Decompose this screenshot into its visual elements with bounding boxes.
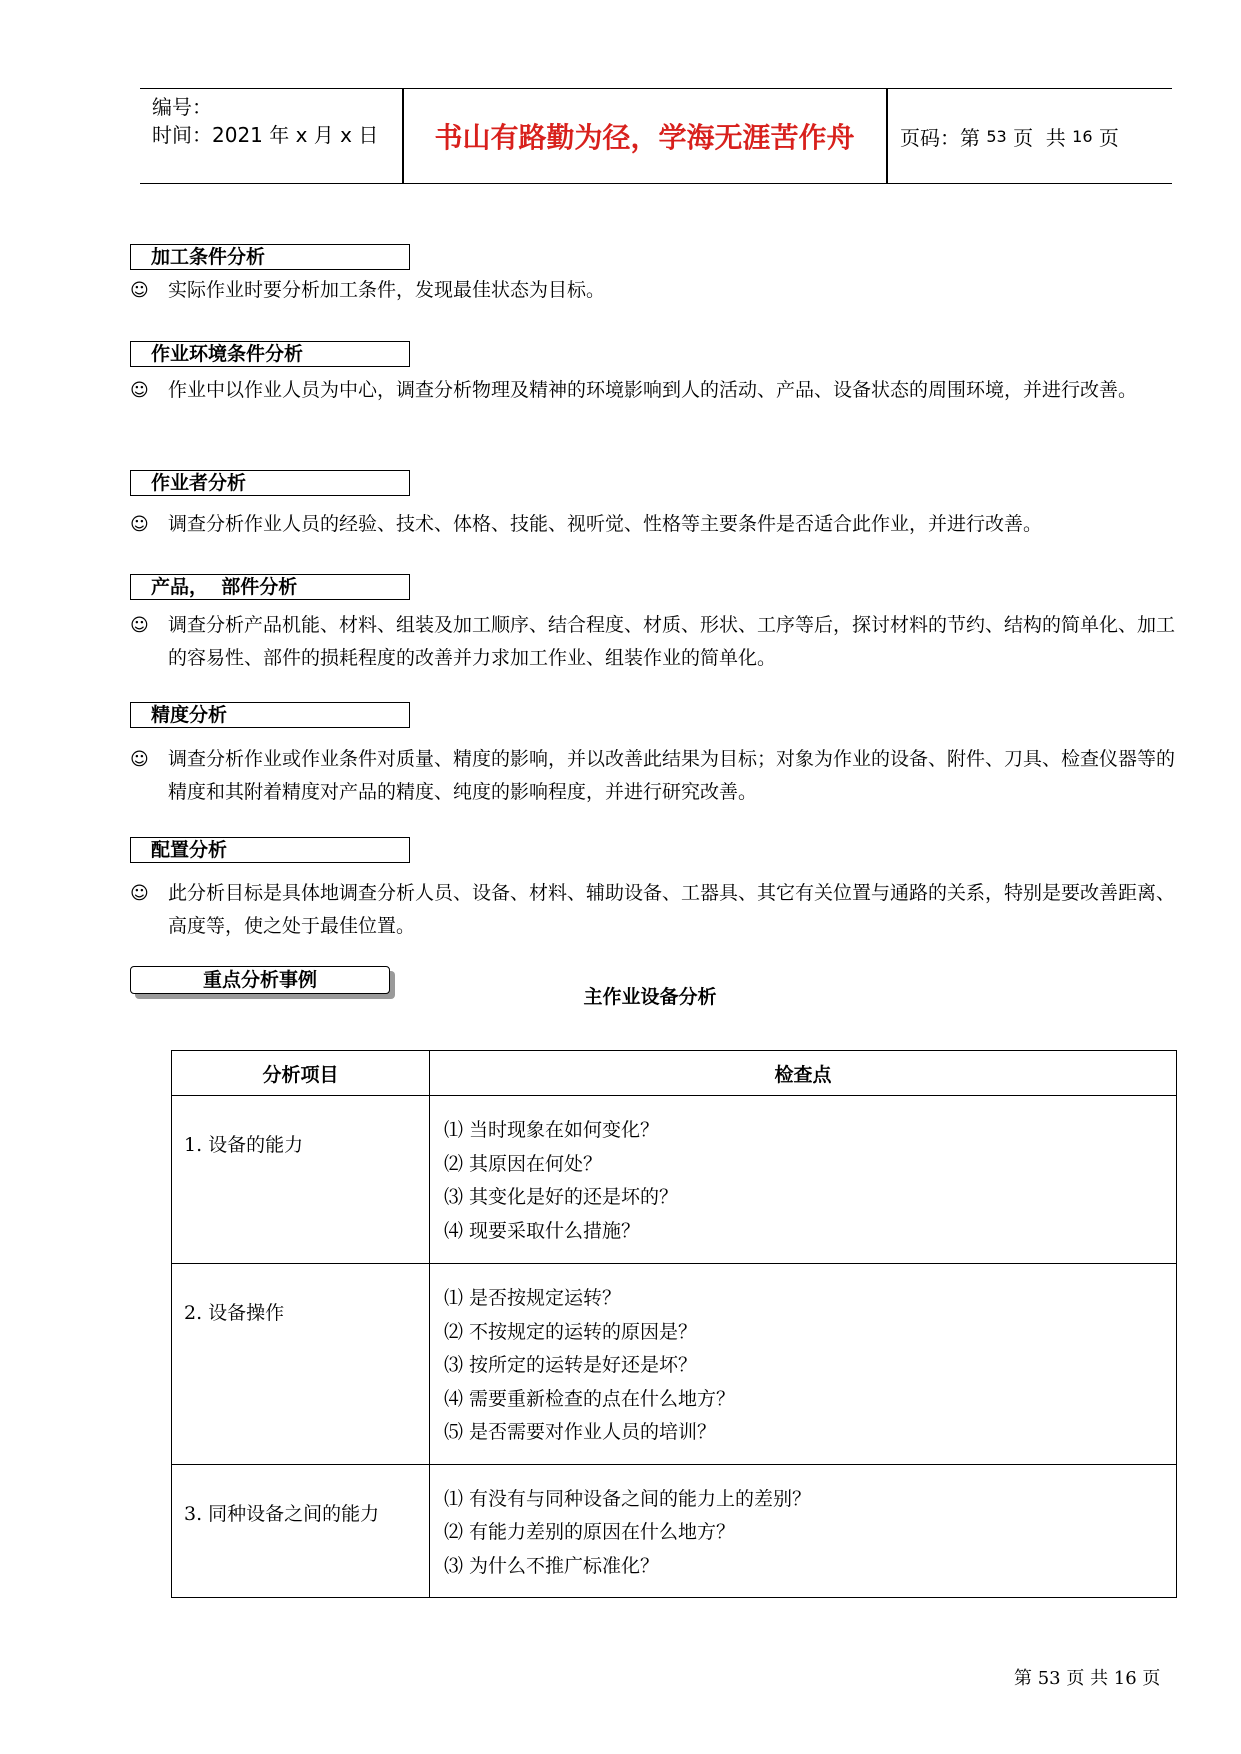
section-paragraph [130, 743, 1180, 809]
page-suffix: 页 [1092, 125, 1119, 150]
section-paragraph [130, 609, 1180, 675]
paragraph-text: 作业中以作业人员为中心，调查分析物理及精神的环境影响到人的活动、产品、设备状态的周围环境，并进行改善。 [168, 379, 1138, 401]
header-motto: 书山有路勤为径，学海无涯苦作舟 [434, 121, 855, 154]
check-points [430, 1264, 1177, 1465]
table-row [172, 1264, 1177, 1465]
table-title: 主作业设备分析 [583, 986, 717, 1008]
header-meta [152, 93, 400, 149]
header-divider [886, 89, 888, 183]
table-row [172, 1096, 1177, 1264]
check-point: ⑴ 有没有与同种设备之间的能力上的差别？ [444, 1487, 812, 1510]
example-label: 重点分析事例 [130, 966, 390, 994]
check-point: ⑶ 其变化是好的还是坏的？ [444, 1186, 679, 1208]
section-title: 精度分析 [130, 702, 410, 728]
smiley-bullet-icon: ☺ [130, 883, 149, 904]
section-title: 加工条件分析 [130, 244, 410, 270]
analysis-item: 3. 同种设备之间的能力 [172, 1464, 430, 1598]
check-point: ⑷ 需要重新检查的点在什么地方？ [444, 1387, 736, 1410]
page-mid: 页 共 [1006, 125, 1073, 150]
paragraph-text: 调查分析作业人员的经验、技术、体格、技能、视听觉、性格等主要条件是否适合此作业，并进行改善。 [168, 513, 1043, 535]
section-paragraph [130, 374, 1180, 407]
smiley-bullet-icon: ☺ [130, 615, 149, 636]
smiley-bullet-icon: ☺ [130, 514, 149, 535]
smiley-bullet-icon: ☺ [130, 380, 149, 401]
check-point: ⑷ 现要采取什么措施？ [444, 1219, 641, 1242]
check-points [430, 1464, 1177, 1598]
page-prefix: 页码：第 [900, 125, 987, 150]
paragraph-text: 调查分析作业或作业条件对质量、精度的影响，并以改善此结果为目标；对象为作业的设备、附件、刀具、检查仪器等的精度和其附着精度对产品的精度、纯度的影响程度，并进行研究改善。 [168, 748, 1176, 803]
table-header-row [172, 1051, 1177, 1096]
column-header-item: 分析项目 [172, 1051, 430, 1096]
page-footer: 第 53 页 共 16 页 [1014, 1668, 1161, 1689]
check-point: ⑸ 是否需要对作业人员的培训？ [444, 1421, 717, 1443]
check-point: ⑶ 为什么不推广标准化？ [444, 1554, 660, 1577]
check-point: ⑴ 当时现象在如何变化？ [444, 1119, 660, 1141]
analysis-item: 1. 设备的能力 [172, 1096, 430, 1264]
column-header-check: 检查点 [430, 1051, 1177, 1096]
check-point: ⑵ 其原因在何处？ [444, 1152, 603, 1175]
table-row [172, 1464, 1177, 1598]
time-label: 时间：2021 年 x 月 x 日 [152, 123, 379, 147]
header-page-info [900, 89, 1119, 183]
section-paragraph [130, 877, 1180, 943]
paragraph-text: 实际作业时要分析加工条件，发现最佳状态为目标。 [168, 279, 606, 301]
section-title: 产品， 部件分析 [130, 574, 410, 600]
section-paragraph [130, 508, 1180, 541]
number-label: 编号： [152, 95, 212, 119]
check-point: ⑵ 有能力差别的原因在什么地方？ [444, 1521, 736, 1543]
analysis-table [171, 1050, 1177, 1598]
check-point: ⑵ 不按规定的运转的原因是？ [444, 1320, 698, 1343]
check-points [430, 1096, 1177, 1264]
section-title: 作业者分析 [130, 470, 410, 496]
paragraph-text: 调查分析产品机能、材料、组装及加工顺序、结合程度、材质、形状、工序等后，探讨材料的节约、结构的简单化、加工的容易性、部件的损耗程度的改善并力求加工作业、组装作业的简单化。 [168, 614, 1176, 669]
section-title: 作业环境条件分析 [130, 341, 410, 367]
analysis-item: 2. 设备操作 [172, 1264, 430, 1465]
section-title: 配置分析 [130, 837, 410, 863]
smiley-bullet-icon: ☺ [130, 280, 149, 301]
check-point: ⑶ 按所定的运转是好还是坏？ [444, 1354, 698, 1376]
paragraph-text: 此分析目标是具体地调查分析人员、设备、材料、辅助设备、工器具、其它有关位置与通路的关系，特别是要改善距离、高度等，使之处于最佳位置。 [168, 882, 1176, 937]
document-header [140, 88, 1172, 184]
page-total: 16 [1072, 126, 1093, 146]
check-point: ⑴ 是否按规定运转？ [444, 1287, 622, 1309]
section-paragraph [130, 274, 1180, 307]
smiley-bullet-icon: ☺ [130, 749, 149, 770]
page-current: 53 [986, 126, 1007, 146]
